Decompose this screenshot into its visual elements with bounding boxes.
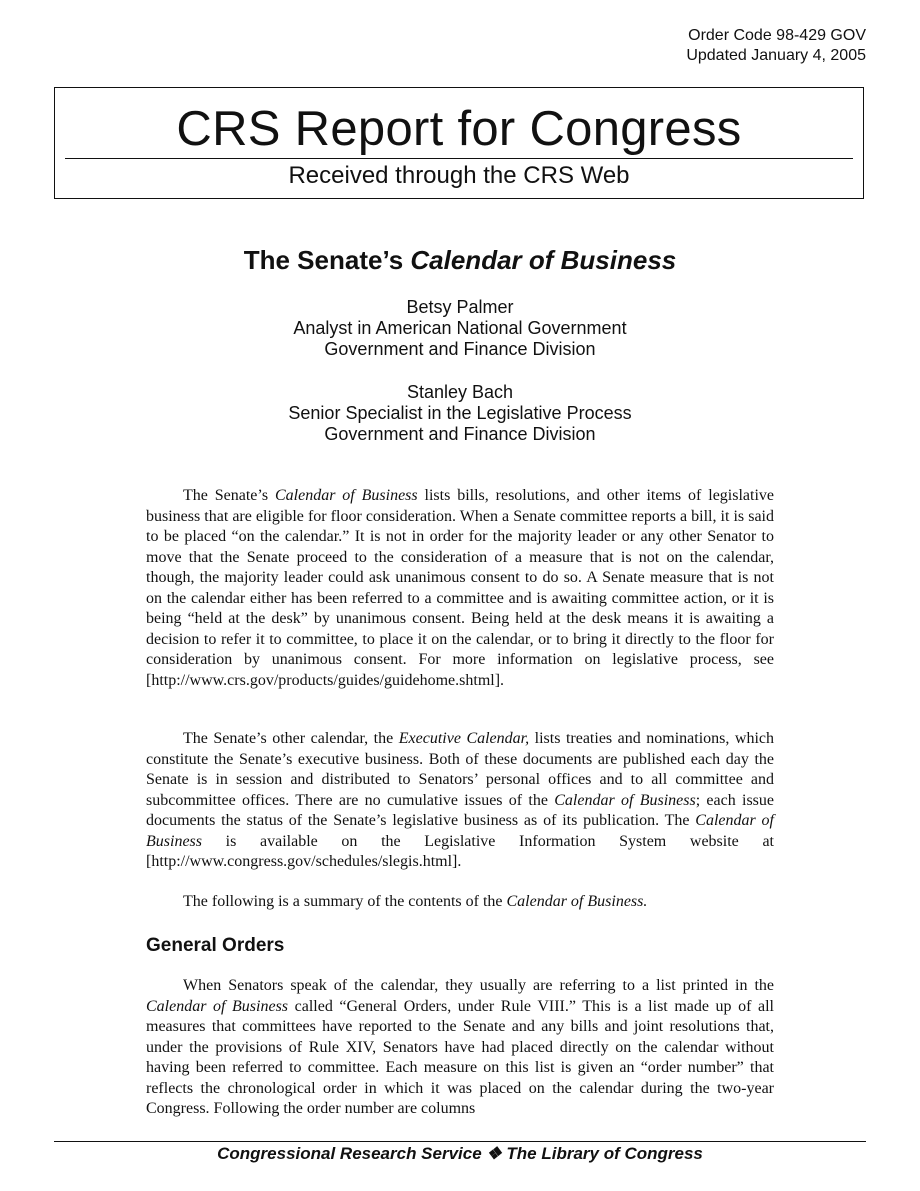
body-paragraph: When Senators speak of the calendar, they usually are referring to a list printed in the Calendar of Business called “General Orders, under Rule VIII.” This is a list made up of all measures that committees have reported to the Senate and any bills and joint resolutions that, under the provisions of Rule XIV, Senators have had placed directly on the calendar without having been referred to committee. Each measure on this list is given an “order number” that reflects the chronological order in which it was placed on the calendar during the two-year Congress. Following the order number are columns	[146, 977, 775, 1117]
banner-title: CRS Report for Congress	[176, 102, 742, 156]
author-division: Government and Finance Division	[324, 339, 596, 359]
author-role: Senior Specialist in the Legislative Process	[288, 403, 632, 423]
report-banner	[54, 87, 864, 199]
author-role: Analyst in American National Government	[293, 318, 627, 338]
page-footer	[0, 1143, 920, 1165]
document-title	[0, 244, 920, 276]
author-name: Betsy Palmer	[406, 297, 514, 317]
section-heading: General Orders	[146, 935, 285, 956]
author-division: Government and Finance Division	[324, 424, 596, 444]
updated-date: Updated January 4, 2005	[686, 47, 866, 64]
body-paragraph: The Senate’s other calendar, the Executive Calendar, lists treaties and nominations, which constitute the Senate’s executive business. Both of these documents are published each day the Senate is in session and distributed to Senators’ personal offices and to all committee and subcommittee offices. There are no cumulative issues of the Calendar of Business; each issue documents the status of the Senate’s legislative business as of its publication. The Calendar of Business is available on the Legislative Information System website at [http://www.congress.gov/schedules/slegis.html].	[146, 730, 775, 870]
document-title-prefix: The Senate’s	[243, 245, 411, 275]
author-block	[0, 382, 920, 445]
banner-subtitle: Received through the CRS Web	[288, 162, 630, 189]
footer-divider	[54, 1141, 866, 1142]
body-paragraph: The Senate’s Calendar of Business lists bills, resolutions, and other items of legislative business that are eligible for floor consideration. When a Senate committee reports a bill, it is said to be placed “on the calendar.” It is not in order for the majority leader or any other Senator to move that the Senate proceed to the consideration of a measure that is not on the calendar, though, the majority leader could ask unanimous consent to do so. A Senate measure that is not on the calendar either has been referred to a committee and is awaiting committee action, or it is being “held at the desk” by unanimous consent. Being held at the desk means it is awaiting a decision to refer it to committee, to place it on the calendar, or to bring it directly to the floor for consideration by unanimous consent. For more information on legislative process, see [http://www.crs.gov/products/guides/guidehome.shtml].	[146, 487, 775, 689]
author-block	[0, 297, 920, 360]
author-name: Stanley Bach	[406, 382, 514, 402]
footer-right: The Library of Congress	[506, 1144, 703, 1163]
document-title-italic: Calendar of Business	[410, 245, 677, 275]
footer-left: Congressional Research Service	[217, 1144, 482, 1163]
order-code: Order Code 98-429 GOV	[688, 27, 866, 44]
body-paragraph: The following is a summary of the contents of the Calendar of Business.	[183, 893, 648, 910]
order-info	[686, 26, 866, 66]
ornament-icon: ❖	[486, 1144, 502, 1163]
banner-divider	[65, 158, 853, 159]
